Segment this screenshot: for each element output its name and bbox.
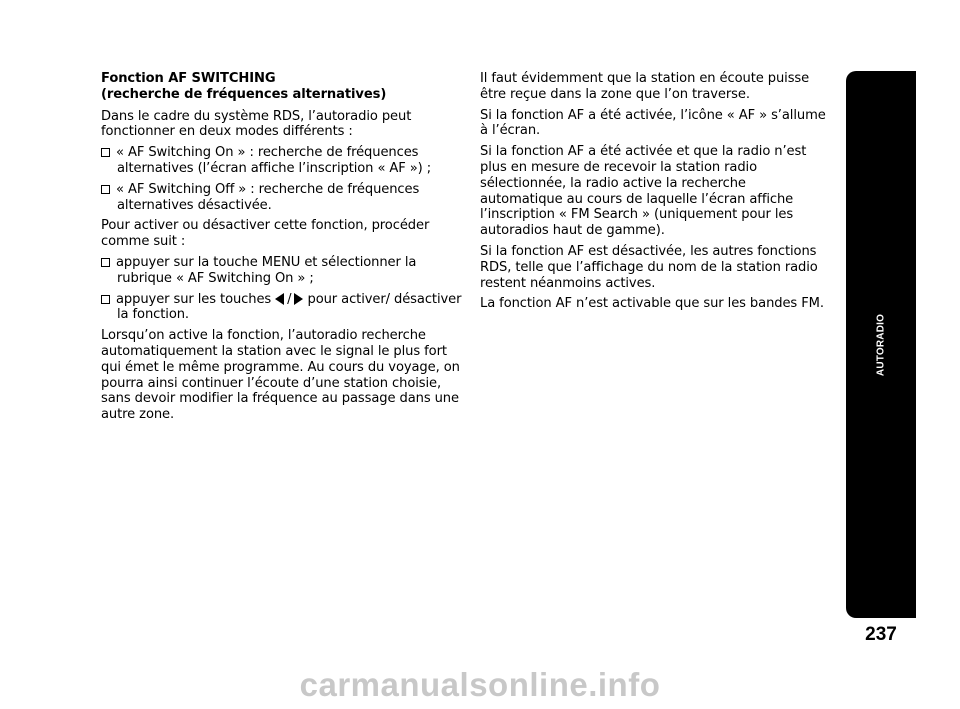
key-separator: / [287, 291, 292, 307]
section-side-tab [846, 71, 916, 618]
explanation-paragraph: Lorsqu’on active la fonction, l’autoradio recherche automatiquement la station avec le signal le plus fort qui émet le même programme. Au cours du voyage, on pourra ainsi continuer l’écoute d’une station choisie, sans devoir modifier la fréquence au passage dans une autre zone. [101, 328, 460, 423]
list-item [101, 255, 463, 287]
paragraph: Si la fonction AF a été activée, l’icône « AF » s’allume à l’écran. [480, 107, 826, 139]
triangle-left-icon [275, 293, 284, 305]
checkbox-bullet-icon [101, 258, 110, 267]
right-column [480, 71, 830, 317]
list-item [101, 292, 463, 324]
intro-paragraph: Dans le cadre du système RDS, l’autoradio peut fonctionner en deux modes différents : [101, 108, 412, 140]
heading-line-1: Fonction AF SWITCHING [101, 71, 276, 86]
heading-line-2: (recherche de fréquences alternatives) [101, 86, 387, 102]
list-item [101, 145, 463, 177]
paragraph: Si la fonction AF est désactivée, les autres fonctions RDS, telle que l’affichage du nom de la station radio restent néanmoins actives. [480, 243, 818, 291]
watermark: carmanualsonline.info [299, 666, 661, 703]
checkbox-bullet-icon [101, 185, 110, 194]
triangle-right-icon [294, 293, 303, 305]
left-column [101, 71, 463, 428]
list-item-text: « AF Switching Off » : recherche de fréquences alternatives désactivée. [116, 181, 420, 213]
list-item-text: appuyer sur la touche MENU et sélectionner la rubrique « AF Switching On » ; [116, 254, 417, 286]
list-item-text-before: appuyer sur les touches [116, 291, 272, 307]
paragraph: La fonction AF n’est activable que sur les bandes FM. [480, 296, 824, 312]
page-number: 237 [865, 624, 897, 645]
list-item-text: « AF Switching On » : recherche de fréquences alternatives (l’écran affiche l’inscription « AF ») ; [116, 145, 432, 176]
checkbox-bullet-icon [101, 148, 110, 157]
section-label: AUTORADIO [875, 313, 887, 376]
list-item-text-after: pour activer/ désactiver la fonction. [117, 291, 462, 323]
list-item [101, 182, 463, 214]
checkbox-bullet-icon [101, 295, 110, 304]
paragraph: Si la fonction AF a été activée et que la radio n’est plus en mesure de recevoir la station radio sélectionnée, la radio active la recherche automatique au cours de laquelle l’écran affiche l’inscription « FM Search » (uniquement pour les autoradios haut de gamme). [480, 144, 807, 239]
procedure-paragraph: Pour activer ou désactiver cette fonction, procéder comme suit : [101, 218, 430, 250]
paragraph: Il faut évidemment que la station en écoute puisse être reçue dans la zone que l’on traverse. [480, 71, 810, 102]
section-heading [101, 71, 463, 103]
